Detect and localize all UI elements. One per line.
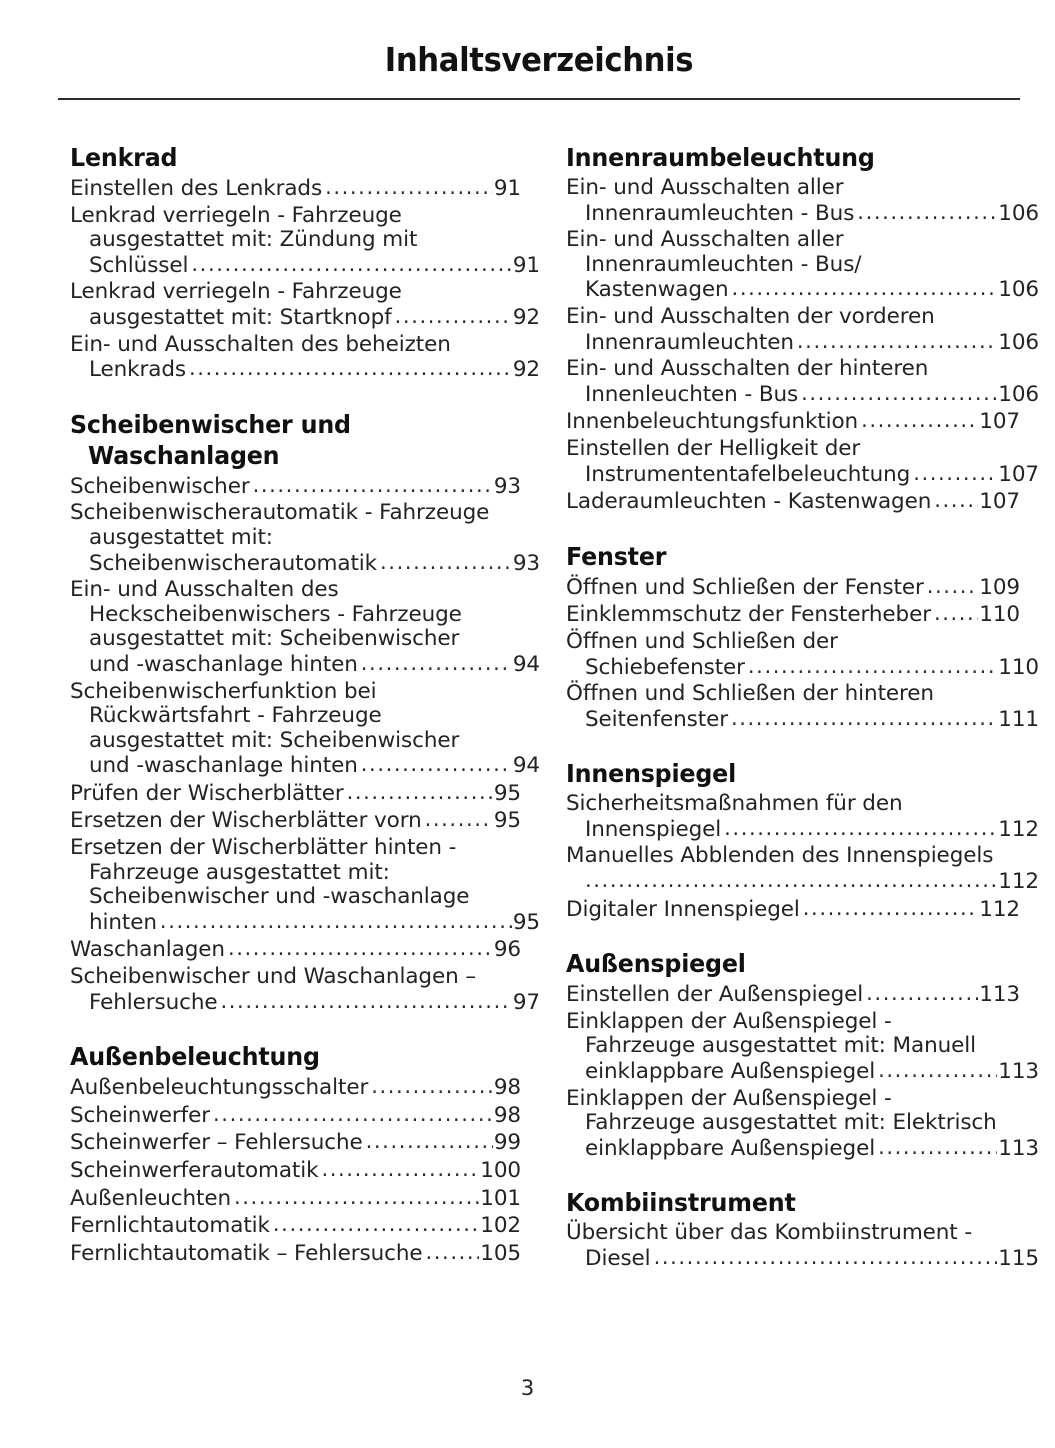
toc-entry-line: Scheibenwischerfunktion bei (70, 678, 377, 704)
toc-entry-line: ausgestattet mit: Scheibenwischer (89, 626, 460, 652)
toc-entry-line: Manuelles Abblenden des Innenspiegels (566, 843, 994, 869)
toc-entry-page: 94 (512, 651, 540, 677)
toc-entry[interactable] (70, 1241, 521, 1267)
toc-entry-title: Innenleuchten - Bus (585, 381, 799, 407)
toc-entry-leader-row (70, 1130, 521, 1156)
toc-entry-title: ausgestattet mit: Startknopf (89, 304, 392, 330)
toc-entry[interactable] (566, 897, 1020, 923)
toc-entry-title: Scheinwerferautomatik (70, 1158, 319, 1183)
toc-entry-line: Ein- und Ausschalten des (70, 577, 339, 603)
toc-entry[interactable] (70, 577, 540, 677)
toc-entry-line: Öffnen und Schließen der hinteren (566, 681, 934, 707)
toc-entry[interactable] (70, 1103, 521, 1129)
leader-dots (801, 381, 997, 406)
toc-entry-page: 107 (979, 489, 1020, 515)
toc-entry-title: Digitaler Innenspiegel (566, 896, 800, 922)
leader-dots (797, 329, 997, 354)
toc-entry-leader-row (70, 305, 540, 331)
leader-dots (361, 651, 512, 676)
leader-dots (913, 461, 997, 486)
toc-entry-page: 95 (493, 780, 521, 806)
toc-entry-line: Ersetzen der Wischerblätter hinten - (70, 835, 457, 861)
toc-entry-title: Außenbeleuchtungsschalter (70, 1075, 369, 1101)
toc-entry[interactable] (70, 1075, 521, 1101)
section-heading: Scheibenwischer und Waschanlagen (70, 409, 351, 470)
section-heading: Lenkrad (70, 143, 178, 172)
toc-entry[interactable] (70, 937, 521, 963)
toc-entry[interactable] (566, 602, 1020, 628)
toc-entry[interactable] (566, 1085, 1039, 1162)
toc-entry[interactable] (566, 982, 1020, 1008)
toc-entry-title: Scheibenwischer (70, 473, 250, 499)
toc-entry-page: 101 (480, 1185, 521, 1211)
toc-entry-leader-row (566, 382, 1039, 408)
leader-dots (221, 989, 512, 1014)
toc-entry[interactable] (70, 678, 540, 779)
toc-entry-line: Ein- und Ausschalten aller (566, 175, 844, 200)
toc-entry-title: Einstellen des Lenkrads (70, 176, 323, 201)
leader-dots (878, 1135, 997, 1160)
toc-entry-title: Scheinwerfer – Fehlersuche (70, 1130, 363, 1156)
leader-dots (803, 896, 978, 921)
toc-entry[interactable] (70, 202, 540, 279)
toc-entry-title: Scheinwerfer (70, 1102, 211, 1128)
toc-entry-leader-row (566, 1059, 1039, 1085)
toc-entry-leader-row (70, 1103, 521, 1129)
toc-entry-page: 106 (998, 200, 1039, 226)
toc-entry-page: 91 (493, 176, 521, 201)
toc-entry-page: 100 (480, 1158, 521, 1183)
page-footer (0, 1376, 1055, 1400)
page-title-block (58, 40, 1020, 80)
toc-entry-title: Instrumententafelbeleuchtung (585, 461, 911, 487)
toc-entry-title: Schlüssel (89, 252, 189, 278)
toc-entry-line: Fahrzeuge ausgestattet mit: Elektrisch (585, 1110, 997, 1136)
toc-entry-line: Ein- und Ausschalten der hinteren (566, 356, 929, 382)
toc-entry-title: Einklemmschutz der Fensterheber (566, 602, 931, 628)
toc-entry-page: 95 (512, 909, 540, 935)
toc-entry-page: 106 (998, 329, 1039, 355)
toc-entry-title: und -waschanlage hinten (89, 651, 358, 677)
toc-entry-title: Waschanlagen (70, 937, 225, 963)
toc-entry-leader-row (70, 990, 540, 1016)
section-heading: Innenspiegel (566, 759, 737, 789)
toc-entry-title: Seitenfenster (585, 706, 728, 732)
toc-entry-leader-row (566, 897, 1020, 923)
toc-entry-leader-row (566, 1246, 1039, 1272)
leader-dots (234, 1185, 479, 1210)
toc-entry-leader-row (566, 277, 1039, 303)
toc-entry[interactable] (70, 331, 540, 383)
toc-entry-line: Ein- und Ausschalten der vorderen (566, 303, 935, 329)
toc-entry-line: Übersicht über das Kombiinstrument - (566, 1220, 973, 1246)
leader-dots (861, 408, 978, 433)
toc-entry[interactable] (70, 500, 540, 576)
toc-entry-line: Fahrzeuge ausgestattet mit: (89, 859, 390, 885)
toc-entry[interactable] (70, 1130, 521, 1156)
toc-entry-page: 113 (998, 1135, 1039, 1161)
toc-entry-line: Ein- und Ausschalten aller (566, 227, 844, 253)
leader-dots (253, 473, 493, 498)
leader-dots (361, 752, 512, 777)
toc-entry-page: 110 (998, 654, 1039, 680)
section-heading: Innenraumbeleuchtung (566, 143, 875, 172)
toc-entry-line: ausgestattet mit: (89, 524, 273, 550)
toc-entry-page: 106 (998, 381, 1039, 407)
toc-entry-leader-row (70, 474, 521, 500)
toc-entry-leader-row (566, 869, 1039, 895)
leader-dots (878, 1058, 997, 1083)
title-divider (58, 98, 1020, 100)
leader-dots (325, 175, 493, 200)
toc-entry-line: Scheibenwischer und Waschanlagen – (70, 964, 476, 990)
toc-section (566, 948, 1039, 1161)
toc-entry-leader-row (70, 781, 521, 807)
leader-dots (160, 909, 512, 934)
toc-entry-page: 93 (512, 550, 540, 576)
leader-dots (189, 356, 512, 381)
toc-entry-leader-row (566, 707, 1039, 733)
toc-entry-title: Öffnen und Schließen der Fenster (566, 574, 924, 600)
toc-entry-leader-row (70, 910, 540, 936)
toc-entry[interactable] (70, 1213, 521, 1239)
toc-entry-line: Heckscheibenwischers - Fahrzeuge (89, 601, 462, 627)
toc-section (70, 142, 540, 383)
toc-entry-title: hinten (89, 909, 157, 935)
toc-entry-page: 93 (493, 473, 521, 499)
toc-entry-title: einklappbare Außenspiegel (585, 1059, 876, 1085)
toc-entry-leader-row (70, 253, 540, 279)
leader-dots (426, 1240, 480, 1265)
toc-entry-line: Lenkrad verriegeln - Fahrzeuge (70, 202, 402, 228)
toc-entry-line: Lenkrad verriegeln - Fahrzeuge (70, 279, 402, 305)
toc-entry-leader-row (566, 817, 1039, 843)
leader-dots (228, 936, 493, 961)
section-heading: Kombiinstrument (566, 1188, 796, 1218)
toc-entry-line: Ein- und Ausschalten des beheizten (70, 331, 451, 357)
toc-entry[interactable] (566, 1008, 1039, 1085)
toc-entry-title: Schiebefenster (585, 654, 745, 680)
toc-entry-page: 112 (979, 896, 1020, 922)
toc-entry[interactable] (566, 628, 1039, 680)
toc-entry-leader-row (70, 652, 540, 678)
toc-entry-leader-row (70, 937, 521, 963)
leader-dots (425, 807, 493, 832)
toc-section (70, 1041, 521, 1266)
toc-entry-page: 115 (998, 1246, 1039, 1271)
toc-entry-page: 113 (979, 982, 1020, 1008)
leader-dots (866, 981, 978, 1006)
toc-entry[interactable] (70, 1186, 521, 1212)
toc-entry-line: Einstellen der Helligkeit der (566, 435, 861, 461)
toc-entry-title: Lenkrads (89, 357, 186, 383)
toc-entry-page: 96 (493, 937, 521, 963)
leader-dots (321, 1157, 479, 1182)
leader-dots (724, 816, 997, 841)
toc-entry-leader-row (566, 330, 1039, 356)
toc-entry-title: Ersetzen der Wischerblätter vorn (70, 808, 422, 834)
toc-entry[interactable] (70, 835, 540, 935)
toc-entry-leader-row (70, 1186, 521, 1212)
page-number: 3 (520, 1376, 535, 1400)
toc-entry-title: Fehlersuche (89, 989, 218, 1015)
toc-entry[interactable] (566, 1220, 1039, 1271)
leader-dots (731, 706, 997, 731)
toc-entry-page: 109 (979, 574, 1020, 600)
toc-entry[interactable] (566, 409, 1020, 435)
toc-column-right (566, 142, 1039, 1274)
toc-section (566, 541, 1039, 733)
toc-entry-title: Außenleuchten (70, 1185, 231, 1211)
toc-entry[interactable] (566, 435, 1039, 487)
toc-entry-page: 92 (512, 304, 540, 330)
toc-entry-page: 99 (493, 1130, 521, 1156)
leader-dots (380, 550, 512, 575)
toc-entry-line: Einklappen der Außenspiegel - (566, 1085, 892, 1111)
leader-dots (654, 1245, 998, 1270)
leader-dots (585, 868, 997, 893)
toc-entry-page: 95 (493, 808, 521, 834)
toc-entry-title: Einstellen der Außenspiegel (566, 982, 864, 1008)
toc-entry-page: 110 (979, 602, 1020, 628)
toc-entry-line: Sicherheitsmaßnahmen für den (566, 791, 903, 817)
toc-entry[interactable] (70, 279, 540, 330)
toc-entry[interactable] (566, 356, 1039, 407)
toc-entry-line: Rückwärtsfahrt - Fahrzeuge (89, 703, 382, 729)
toc-entry-line: Scheibenwischer und -waschanlage (89, 884, 470, 910)
toc-entry-page: 98 (493, 1075, 521, 1101)
leader-dots (395, 304, 512, 329)
leader-dots (732, 276, 998, 301)
toc-entry-title: Fernlichtautomatik – Fehlersuche (70, 1240, 423, 1266)
toc-entry-leader-row (70, 551, 540, 577)
toc-entry-page: 107 (979, 409, 1020, 435)
toc-entry-title: Kastenwagen (585, 277, 729, 303)
toc-entry-page: 106 (998, 277, 1039, 303)
toc-entry[interactable] (566, 489, 1020, 515)
section-heading: Außenspiegel (566, 949, 746, 979)
toc-entry-title: Innenraumleuchten - Bus (585, 200, 855, 226)
toc-entry-line: Scheibenwischerautomatik - Fahrzeuge (70, 500, 490, 526)
section-heading: Außenbeleuchtung (70, 1042, 320, 1072)
toc-entry-leader-row (70, 1158, 521, 1184)
toc-entry-page: 112 (998, 816, 1039, 842)
section-heading: Fenster (566, 541, 667, 571)
toc-entry[interactable] (566, 175, 1039, 226)
leader-dots (347, 780, 493, 805)
toc-entry-leader-row (566, 409, 1020, 435)
toc-entry[interactable] (566, 575, 1020, 601)
toc-entry-page: 113 (998, 1059, 1039, 1085)
toc-entry-leader-row (566, 201, 1039, 227)
toc-entry[interactable] (70, 781, 521, 807)
toc-entry[interactable] (70, 176, 521, 202)
leader-dots (371, 1074, 493, 1099)
leader-dots (857, 200, 997, 225)
toc-entry-leader-row (70, 1213, 521, 1239)
toc-section (566, 758, 1039, 922)
toc-entry-title: Scheibenwischerautomatik (89, 550, 378, 576)
toc-entry-title: Fernlichtautomatik (70, 1213, 270, 1239)
toc-entry-title: und -waschanlage hinten (89, 753, 358, 779)
toc-column-left (70, 142, 540, 1268)
leader-dots (191, 252, 511, 277)
toc-entry[interactable] (70, 964, 540, 1015)
toc-entry-title: Prüfen der Wischerblätter (70, 780, 344, 806)
leader-dots (748, 654, 997, 679)
toc-entry-page: 107 (998, 461, 1039, 487)
toc-entry-title: Innenspiegel (585, 816, 722, 842)
toc-entry-page: 111 (998, 706, 1039, 732)
toc-entry-leader-row (70, 357, 540, 383)
toc-entry-line: Öffnen und Schließen der (566, 628, 838, 654)
toc-entry-line: Einklappen der Außenspiegel - (566, 1008, 892, 1034)
toc-entry-page: 94 (512, 753, 540, 779)
toc-entry-leader-row (566, 575, 1020, 601)
toc-entry[interactable] (566, 303, 1039, 355)
toc-entry[interactable] (70, 474, 521, 500)
toc-entry-line: Innenraumleuchten - Bus/ (585, 251, 862, 277)
toc-section (566, 142, 1039, 515)
toc-entry-line: ausgestattet mit: Scheibenwischer (89, 727, 460, 753)
toc-entry-leader-row (566, 462, 1039, 488)
toc-entry-leader-row (70, 176, 521, 202)
toc-entry-leader-row (70, 1241, 521, 1267)
toc-entry-leader-row (566, 982, 1020, 1008)
leader-dots (934, 488, 978, 513)
toc-entry-title: einklappbare Außenspiegel (585, 1135, 876, 1161)
toc-entry-leader-row (566, 655, 1039, 681)
toc-entry-page: 105 (480, 1240, 521, 1266)
toc-entry-leader-row (566, 1136, 1039, 1162)
page-title: Inhaltsverzeichnis (384, 40, 694, 79)
toc-entry[interactable] (70, 808, 521, 834)
toc-section (70, 409, 540, 1015)
toc-entry-title: Laderaumleuchten - Kastenwagen (566, 489, 932, 515)
toc-entry-leader-row (70, 1075, 521, 1101)
toc-entry-page: 112 (998, 869, 1039, 895)
toc-entry-title: Diesel (585, 1246, 651, 1271)
toc-entry-line: Fahrzeuge ausgestattet mit: Manuell (585, 1033, 976, 1059)
toc-entry-leader-row (566, 602, 1020, 628)
leader-dots (366, 1129, 493, 1154)
toc-entry-page: 91 (512, 252, 540, 278)
toc-entry[interactable] (566, 227, 1039, 303)
toc-section (566, 1187, 1039, 1271)
leader-dots (934, 601, 978, 626)
leader-dots (273, 1212, 479, 1237)
leader-dots (213, 1102, 493, 1127)
toc-entry[interactable] (566, 843, 1039, 895)
toc-entry[interactable] (566, 791, 1039, 842)
toc-entry-leader-row (70, 753, 540, 779)
toc-entry-page: 97 (512, 989, 540, 1015)
leader-dots (927, 574, 979, 599)
toc-entry[interactable] (566, 681, 1039, 732)
toc-entry-line: ausgestattet mit: Zündung mit (89, 227, 418, 253)
toc-entry-leader-row (566, 489, 1020, 515)
toc-entry-page: 102 (480, 1213, 521, 1239)
toc-entry-page: 98 (493, 1102, 521, 1128)
toc-entry-title: Innenbeleuchtungsfunktion (566, 409, 859, 435)
toc-entry-leader-row (70, 808, 521, 834)
toc-entry[interactable] (70, 1158, 521, 1184)
toc-entry-title: Innenraumleuchten (585, 329, 794, 355)
toc-entry-page: 92 (512, 357, 540, 383)
